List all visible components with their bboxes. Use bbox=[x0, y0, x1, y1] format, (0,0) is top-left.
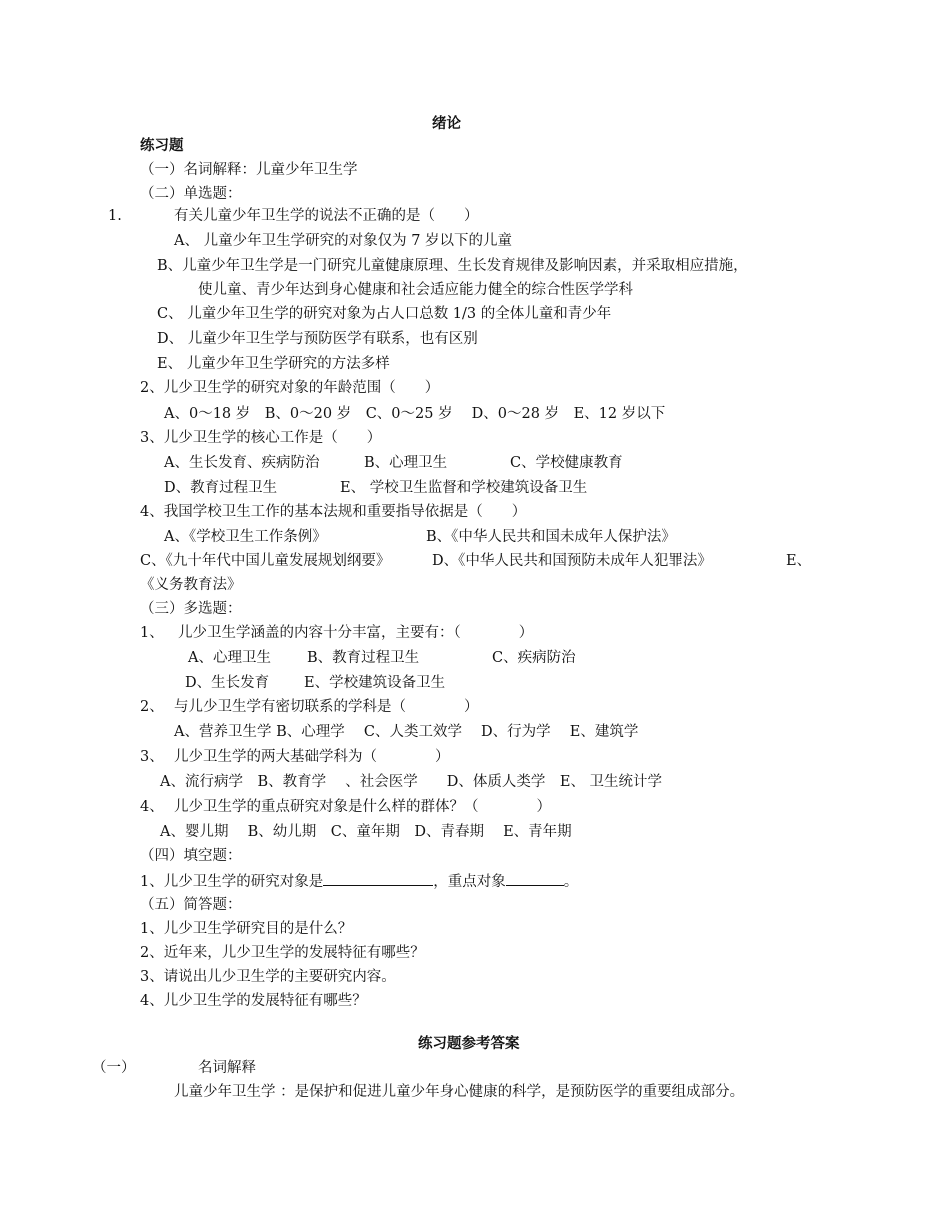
mq1-option-e: E、学校建筑设备卫生 bbox=[304, 675, 446, 691]
q3-option-b: B、心理卫生 bbox=[364, 455, 448, 471]
section-title: 练习题 bbox=[140, 137, 184, 154]
q4-option-e-label: E、 bbox=[786, 553, 812, 569]
answers-part1-label: （一） bbox=[92, 1060, 136, 1076]
q1-option-b-cont: 使儿童、青少年达到身心健康和社会适应能力健全的综合性医学学科 bbox=[198, 282, 633, 298]
mq4-number: 4、 bbox=[140, 799, 164, 815]
q1-stem: 有关儿童少年卫生学的说法不正确的是（ ） bbox=[174, 208, 479, 224]
mq3-stem: 儿少卫生学的两大基础学科为（ ） bbox=[174, 749, 450, 765]
q3-option-c: C、学校健康教育 bbox=[510, 455, 623, 471]
answers-part1-text: 儿童少年卫生学 ：是保护和促进儿童少年身心健康的科学，是预防医学的重要组成部分。 bbox=[174, 1084, 745, 1100]
page-title: 绪论 bbox=[432, 115, 461, 132]
part1-heading: （一）名词解释：儿童少年卫生学 bbox=[140, 162, 358, 178]
mq1-stem: 儿少卫生学涵盖的内容十分丰富，主要有：（ ） bbox=[178, 625, 534, 641]
mq3-number: 3、 bbox=[140, 749, 164, 765]
mq2-stem: 与儿少卫生学有密切联系的学科是（ ） bbox=[174, 699, 479, 715]
mq4-options: A、婴儿期 B、幼儿期 C、童年期 D、青春期 E、青年期 bbox=[160, 824, 572, 840]
fill-q1-text-1: 1、儿少卫生学的研究对象是 bbox=[140, 874, 324, 890]
mq1-option-c: C、疾病防治 bbox=[492, 650, 576, 666]
q3-stem: 3、儿少卫生学的核心工作是（ ） bbox=[140, 430, 382, 446]
q1-option-e: E、 儿童少年卫生学研究的方法多样 bbox=[157, 356, 390, 372]
short-answer-3: 3、请说出儿少卫生学的主要研究内容。 bbox=[140, 969, 396, 985]
q4-option-a: A、《学校卫生工作条例》 bbox=[164, 529, 327, 545]
mq1-number: 1、 bbox=[140, 625, 164, 641]
q4-option-e: 《义务教育法》 bbox=[140, 577, 242, 593]
fill-q1-text-2: ，重点对象 bbox=[433, 874, 506, 890]
q3-option-d: D、教育过程卫生 bbox=[164, 480, 278, 496]
q1-option-d: D、 儿童少年卫生学与预防医学有联系，也有区别 bbox=[157, 331, 478, 347]
mq2-number: 2、 bbox=[140, 699, 164, 715]
mq1-option-d: D、生长发育 bbox=[185, 675, 270, 691]
q2-stem: 2、儿少卫生学的研究对象的年龄范围（ ） bbox=[140, 380, 440, 396]
short-answer-2: 2、近年来，儿少卫生学的发展特征有哪些？ bbox=[140, 945, 425, 961]
part3-heading: （三）多选题： bbox=[140, 601, 242, 617]
mq2-options: A、营养卫生学 B、心理学 C、人类工效学 D、行为学 E、建筑学 bbox=[174, 724, 639, 740]
fill-q1-text-3: 。 bbox=[563, 874, 579, 890]
q2-options: A、0～18 岁 B、0～20 岁 C、0～25 岁 D、0～28 岁 E、12 岁以下 bbox=[164, 406, 666, 422]
mq1-option-a: A、心理卫生 bbox=[188, 650, 271, 666]
q3-option-a: A、生长发育、疾病防治 bbox=[164, 455, 320, 471]
part4-heading: （四）填空题： bbox=[140, 848, 242, 864]
part5-heading: （五）简答题： bbox=[140, 897, 242, 913]
mq1-option-b: B、教育过程卫生 bbox=[307, 650, 420, 666]
q4-stem: 4、我国学校卫生工作的基本法规和重要指导依据是（ ） bbox=[140, 504, 527, 520]
fill-blank-1[interactable] bbox=[323, 871, 433, 886]
q1-option-c: C、 儿童少年卫生学的研究对象为占人口总数 1/3 的全体儿童和青少年 bbox=[157, 306, 612, 322]
answers-title: 练习题参考答案 bbox=[418, 1035, 520, 1052]
fill-blank-2[interactable] bbox=[506, 871, 564, 886]
q4-option-d: D、《中华人民共和国预防未成年人犯罪法》 bbox=[432, 553, 712, 569]
q3-option-e: E、 学校卫生监督和学校建筑设备卫生 bbox=[340, 480, 588, 496]
mq3-options: A、流行病学 B、教育学 、社会医学 D、体质人类学 E、 卫生统计学 bbox=[160, 774, 663, 790]
short-answer-4: 4、儿少卫生学的发展特征有哪些？ bbox=[140, 993, 367, 1009]
answers-part1-heading: 名词解释 bbox=[198, 1060, 256, 1076]
part2-heading: （二）单选题： bbox=[140, 186, 242, 202]
q4-option-c: C、《九十年代中国儿童发展规划纲要》 bbox=[140, 553, 391, 569]
fill-question-1 bbox=[140, 871, 578, 892]
q1-number: 1. bbox=[108, 208, 122, 224]
q1-option-a: A、 儿童少年卫生学研究的对象仅为 7 岁以下的儿童 bbox=[174, 233, 513, 249]
mq4-stem: 儿少卫生学的重点研究对象是什么样的群体？（ ） bbox=[174, 799, 551, 815]
q4-option-b: B、《中华人民共和国未成年人保护法》 bbox=[426, 529, 676, 545]
q1-option-b: B、儿童少年卫生学是一门研究儿童健康原理、生长发育规律及影响因素，并采取相应措施， bbox=[157, 258, 748, 274]
short-answer-1: 1、儿少卫生学研究目的是什么？ bbox=[140, 921, 353, 937]
